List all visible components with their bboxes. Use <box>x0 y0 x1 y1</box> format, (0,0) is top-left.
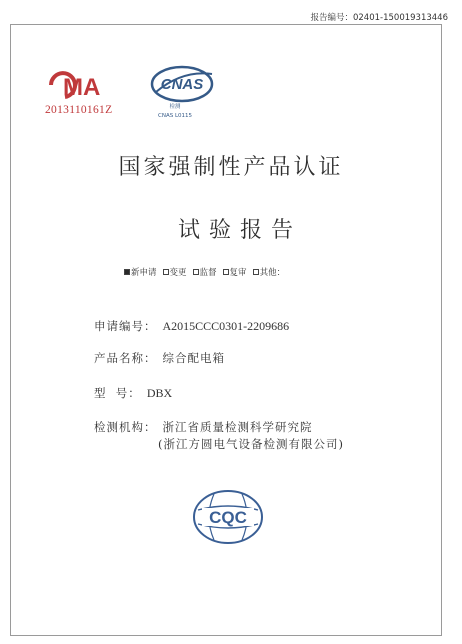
report-type-options <box>124 266 285 278</box>
cqc-text: CQC <box>209 508 247 527</box>
testing-lab-label: 检测机构： <box>94 420 157 434</box>
checkbox-icon <box>223 269 229 275</box>
model-field <box>94 385 172 401</box>
cnas-sub-1: 检测 <box>169 104 181 110</box>
cma-logo <box>45 68 115 102</box>
checkbox-icon <box>163 269 169 275</box>
title-line-2: 试验报告 <box>177 218 302 243</box>
checkbox-checked-icon <box>124 269 130 275</box>
option-label: 其他： <box>259 268 286 278</box>
option-supervision[interactable] <box>193 266 217 278</box>
option-label: 复审 <box>229 268 247 278</box>
product-name-label: 产品名称： <box>94 351 157 365</box>
cnas-subtitle <box>158 103 192 121</box>
option-label: 监督 <box>199 268 217 278</box>
testing-lab-value: 浙江省质量检测科学研究院 <box>162 420 313 434</box>
application-number-label: 申请编号： <box>94 319 157 333</box>
ma-text: MA <box>63 74 101 101</box>
option-other[interactable] <box>253 266 286 278</box>
application-number-value: A2015CCC0301-2209686 <box>162 319 290 333</box>
option-label: 变更 <box>169 268 187 278</box>
cnas-logo <box>146 64 218 104</box>
option-review[interactable] <box>223 266 247 278</box>
application-number-field <box>94 318 289 334</box>
option-change[interactable] <box>163 266 187 278</box>
option-new-application[interactable] <box>124 266 157 278</box>
product-name-value: 综合配电箱 <box>162 351 225 365</box>
checkbox-icon <box>253 269 259 275</box>
model-label: 型 号： <box>94 386 141 400</box>
report-number: 报告编号：02401-150019313446 <box>310 13 448 23</box>
cqc-logo <box>190 488 266 546</box>
cnas-sub-2: CNAS L0115 <box>158 113 193 119</box>
product-name-field <box>94 350 225 366</box>
testing-lab-subname: (浙江方圆电气设备检测有限公司) <box>158 437 344 451</box>
title-line-1: 国家强制性产品认证 <box>118 155 344 180</box>
checkbox-icon <box>193 269 199 275</box>
ma-code: 2013110161Z <box>45 104 113 116</box>
cnas-text: CNAS <box>160 76 204 93</box>
option-label: 新申请 <box>131 268 157 278</box>
model-value: DBX <box>146 386 173 400</box>
testing-lab-field <box>94 419 313 435</box>
